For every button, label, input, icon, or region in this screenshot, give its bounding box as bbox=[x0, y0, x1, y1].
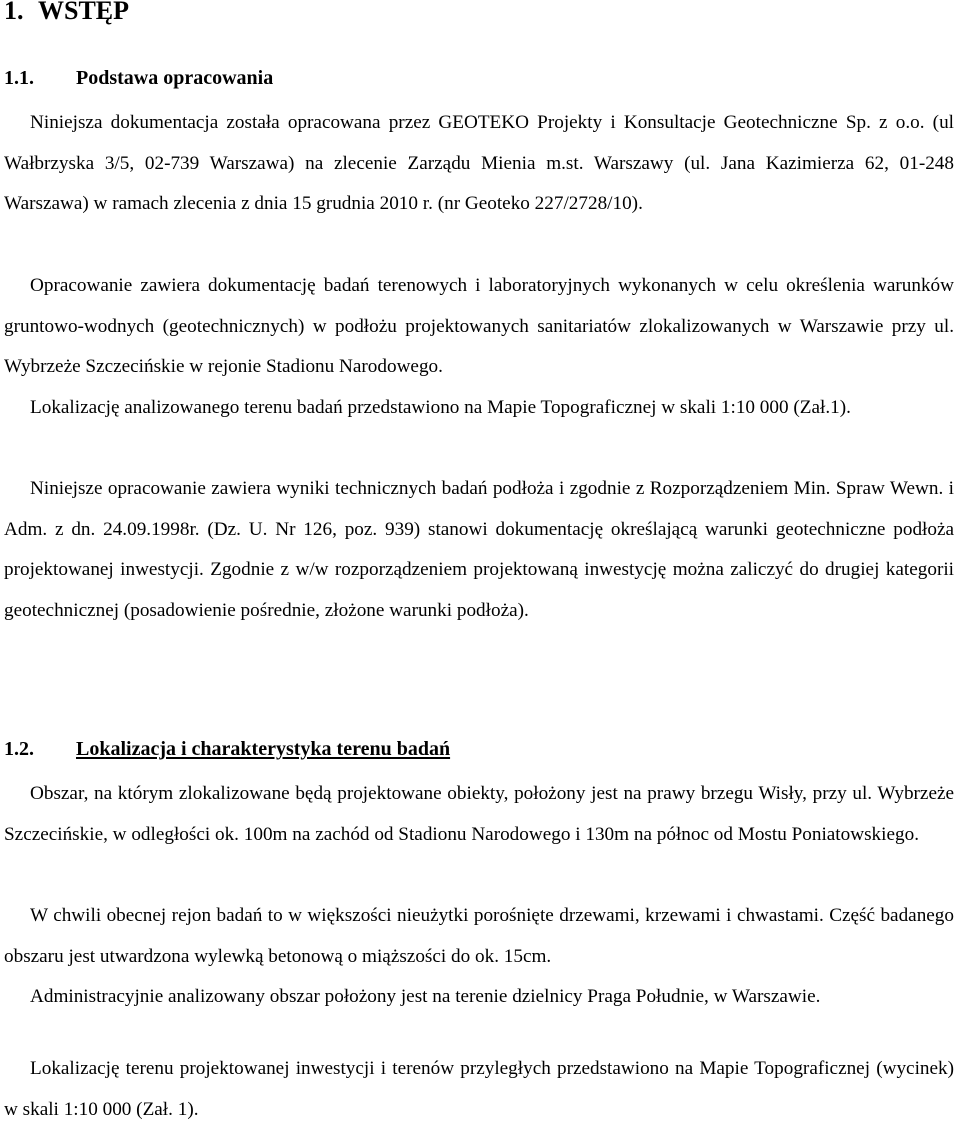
section-1-2-title: Lokalizacja i charakterystyka terenu badań bbox=[76, 738, 451, 760]
paragraph-current-state: W chwili obecnej rejon badań to w większości nieużytki porośnięte drzewami, krzewami i chwastami. Część badanego obszaru jest utwardzona wylewką betonową o miąższości do ok. 15cm. bbox=[4, 905, 954, 967]
section-1-2-number: 1.2. bbox=[4, 738, 34, 760]
section-1-1-heading bbox=[4, 65, 273, 91]
paragraph-area: Obszar, na którym zlokalizowane będą projektowane obiekty, położony jest na prawy brzegu Wisły, przy ul. Wybrzeże Szczecińskie, w odległości ok. 100m na zachód od Stadionu Narodowego i 130m na północ od Mostu Poniatowskiego. bbox=[4, 783, 954, 845]
section-1-number: 1. bbox=[4, 0, 24, 25]
paragraph-location-map: Lokalizację analizowanego terenu badań przedstawiono na Mapie Topograficznej w skali 1:10 000 (Zał.1). bbox=[30, 397, 851, 418]
paragraph-basis: Niniejsza dokumentacja została opracowana przez GEOTEKO Projekty i Konsultacje Geotechniczne Sp. z o.o. (ul Wałbrzyska 3/5, 02-739 Warszawa) na zlecenie Zarządu Mienia m.st. Warszawy (ul. Jana Kazimierza 62, 01-248 Warszawa) w ramach zlecenia z dnia 15 grudnia 2010 r. (nr Geoteko 227/2728/10). bbox=[4, 112, 954, 215]
section-1-2-heading bbox=[4, 736, 450, 762]
paragraph-map-reference: Lokalizację terenu projektowanej inwestycji i terenów przyległych przedstawiono na Mapie Topograficznej (wycinek) w skali 1:10 000 (Zał. 1). bbox=[4, 1058, 954, 1120]
section-1-heading bbox=[4, 0, 129, 28]
section-1-title: WSTĘP bbox=[38, 0, 130, 25]
section-1-1-title: Podstawa opracowania bbox=[76, 67, 274, 89]
paragraph-regulation: Niniejsze opracowanie zawiera wyniki technicznych badań podłoża i zgodnie z Rozporządzeniem Min. Spraw Wewn. i Adm. z dn. 24.09.1998r. (Dz. U. Nr 126, poz. 939) stanowi dokumentację określającą warunki geotechniczne podłoża projektowanej inwestycji. Zgodnie z w/w rozporządzeniem projektowaną inwestycję można zaliczyć do drugiej kategorii geotechnicznej (posadowienie pośrednie, złożone warunki podłoża). bbox=[4, 478, 954, 622]
section-1-1-number: 1.1. bbox=[4, 67, 34, 89]
paragraph-administration: Administracyjnie analizowany obszar położony jest na terenie dzielnicy Praga Południe, w Warszawie. bbox=[30, 986, 821, 1007]
paragraph-scope: Opracowanie zawiera dokumentację badań terenowych i laboratoryjnych wykonanych w celu określenia warunków gruntowo-wodnych (geotechnicznych) w podłożu projektowanych sanitariatów zlokalizowanych w Warszawie przy ul. Wybrzeże Szczecińskie w rejonie Stadionu Narodowego. bbox=[4, 275, 954, 378]
